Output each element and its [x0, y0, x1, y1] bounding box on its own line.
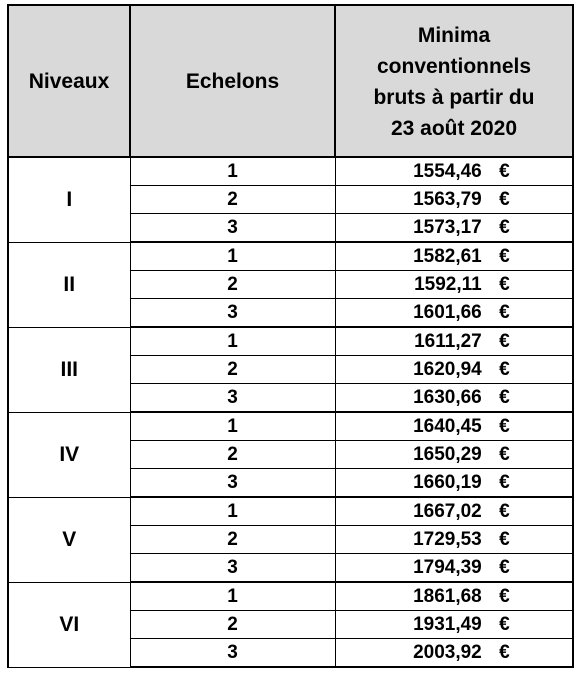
header-minima-line: Minima [417, 24, 491, 47]
amount-value: 1640,45 [413, 415, 482, 437]
table-body [8, 157, 573, 667]
header-row [8, 5, 573, 157]
euro-symbol: € [499, 386, 510, 408]
table-row [8, 582, 573, 611]
amount-value: 1554,46 [413, 160, 482, 182]
amount-cell [335, 214, 573, 243]
amount-value: 1611,27 [414, 330, 482, 352]
table-row [8, 157, 573, 186]
header-minima [335, 5, 573, 157]
echelon-cell: 2 [130, 526, 335, 554]
euro-symbol: € [499, 641, 510, 663]
level-cell: I [8, 157, 130, 242]
euro-symbol: € [499, 471, 510, 493]
table-row [8, 327, 573, 356]
amount-cell [335, 611, 573, 639]
euro-symbol: € [499, 358, 510, 380]
amount-value: 1660,19 [413, 471, 482, 493]
amount-value: 1630,66 [413, 386, 482, 408]
echelon-cell: 3 [130, 214, 335, 243]
euro-symbol: € [499, 443, 510, 465]
amount-value: 1582,61 [413, 245, 482, 267]
table-row [8, 497, 573, 526]
euro-symbol: € [499, 188, 510, 210]
amount-cell [335, 271, 573, 299]
euro-symbol: € [499, 528, 510, 550]
amount-value: 1861,68 [413, 585, 482, 607]
echelon-cell: 1 [130, 327, 335, 356]
amount-cell [335, 497, 573, 526]
header-minima-line: conventionnels [376, 55, 532, 78]
amount-value: 1794,39 [413, 556, 482, 578]
header-niveaux: Niveaux [8, 5, 130, 157]
amount-cell [335, 186, 573, 214]
echelon-cell: 3 [130, 469, 335, 498]
echelon-cell: 3 [130, 639, 335, 668]
amount-cell [335, 299, 573, 328]
euro-symbol: € [499, 500, 510, 522]
echelon-cell: 3 [130, 299, 335, 328]
table-row [8, 412, 573, 441]
amount-cell [335, 157, 573, 186]
euro-symbol: € [499, 613, 510, 635]
euro-symbol: € [499, 415, 510, 437]
salary-minima-table [7, 4, 574, 668]
echelon-cell: 2 [130, 441, 335, 469]
echelon-cell: 2 [130, 356, 335, 384]
level-cell: III [8, 327, 130, 412]
amount-value: 1563,79 [413, 188, 482, 210]
amount-cell [335, 526, 573, 554]
echelon-cell: 1 [130, 157, 335, 186]
amount-cell [335, 441, 573, 469]
level-cell: V [8, 497, 130, 582]
amount-value: 1573,17 [413, 216, 482, 238]
amount-value: 1931,49 [413, 613, 482, 635]
amount-cell [335, 469, 573, 498]
amount-cell [335, 242, 573, 271]
echelon-cell: 2 [130, 186, 335, 214]
amount-value: 1592,11 [414, 273, 482, 295]
amount-cell [335, 412, 573, 441]
echelon-cell: 1 [130, 582, 335, 611]
header-minima-line: bruts à partir du [373, 86, 535, 109]
amount-cell [335, 356, 573, 384]
amount-cell [335, 639, 573, 668]
euro-symbol: € [499, 216, 510, 238]
amount-value: 1620,94 [413, 358, 482, 380]
header-minima-line: 23 août 2020 [390, 117, 518, 140]
amount-value: 1667,02 [413, 500, 482, 522]
amount-value: 1729,53 [413, 528, 482, 550]
amount-value: 1650,29 [413, 443, 482, 465]
echelon-cell: 3 [130, 384, 335, 413]
amount-value: 2003,92 [413, 641, 482, 663]
euro-symbol: € [499, 556, 510, 578]
table-header [8, 5, 573, 157]
level-cell: II [8, 242, 130, 327]
euro-symbol: € [499, 330, 510, 352]
level-cell: IV [8, 412, 130, 497]
echelon-cell: 1 [130, 497, 335, 526]
table-row [8, 242, 573, 271]
amount-cell [335, 554, 573, 583]
header-echelons: Echelons [130, 5, 335, 157]
amount-cell [335, 582, 573, 611]
level-cell: VI [8, 582, 130, 667]
amount-cell [335, 384, 573, 413]
euro-symbol: € [499, 585, 510, 607]
amount-value: 1601,66 [413, 301, 482, 323]
euro-symbol: € [499, 160, 510, 182]
amount-cell [335, 327, 573, 356]
euro-symbol: € [499, 245, 510, 267]
echelon-cell: 1 [130, 412, 335, 441]
echelon-cell: 3 [130, 554, 335, 583]
echelon-cell: 2 [130, 271, 335, 299]
echelon-cell: 1 [130, 242, 335, 271]
euro-symbol: € [499, 301, 510, 323]
echelon-cell: 2 [130, 611, 335, 639]
euro-symbol: € [499, 273, 510, 295]
